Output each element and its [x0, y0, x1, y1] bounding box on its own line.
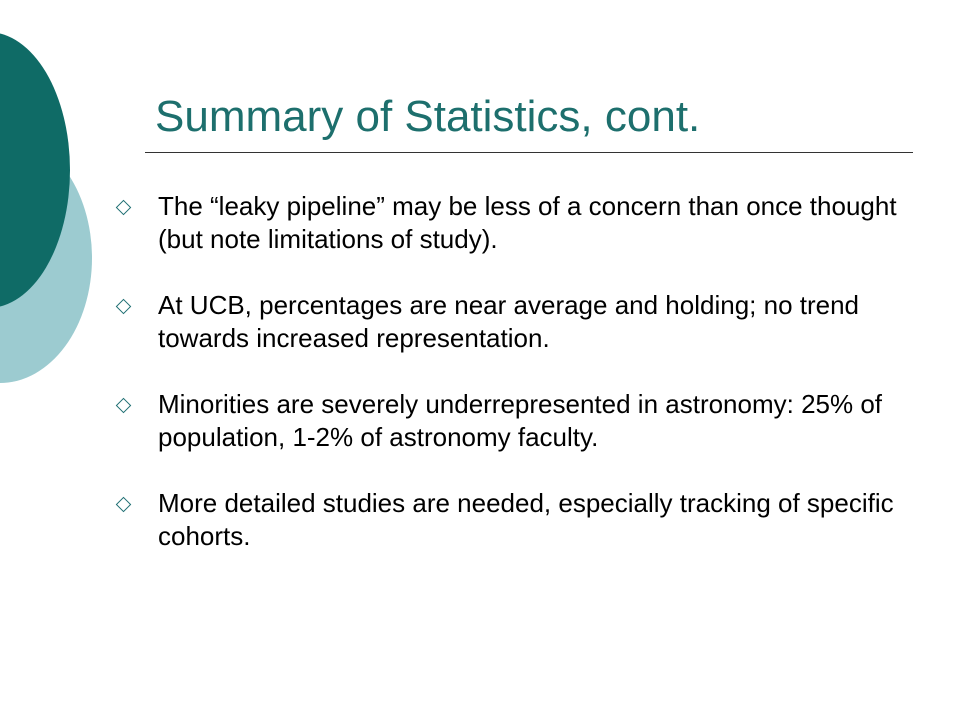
decorative-teal-shapes [0, 0, 130, 420]
bullet-text: At UCB, percentages are near average and holding; no trend towards increased representation. [158, 290, 860, 353]
diamond-bullet-icon [116, 398, 132, 414]
diamond-bullet-icon [116, 200, 132, 216]
diamond-bullet-icon [116, 497, 132, 513]
slide-title: Summary of Statistics, cont. [155, 92, 701, 141]
bullet-text: The “leaky pipeline” may be less of a concern than once thought (but note limitations of study). [158, 191, 897, 254]
title-divider [145, 152, 913, 153]
bullet-list [118, 190, 908, 586]
bullet-text: More detailed studies are needed, especially tracking of specific cohorts. [158, 488, 894, 551]
bullet-item [118, 190, 908, 256]
bullet-item [118, 487, 908, 553]
diamond-bullet-icon [116, 299, 132, 315]
bullet-item [118, 388, 908, 454]
bullet-item [118, 289, 908, 355]
bullet-text: Minorities are severely underrepresented in astronomy: 25% of population, 1-2% of astronomy faculty. [158, 389, 883, 452]
